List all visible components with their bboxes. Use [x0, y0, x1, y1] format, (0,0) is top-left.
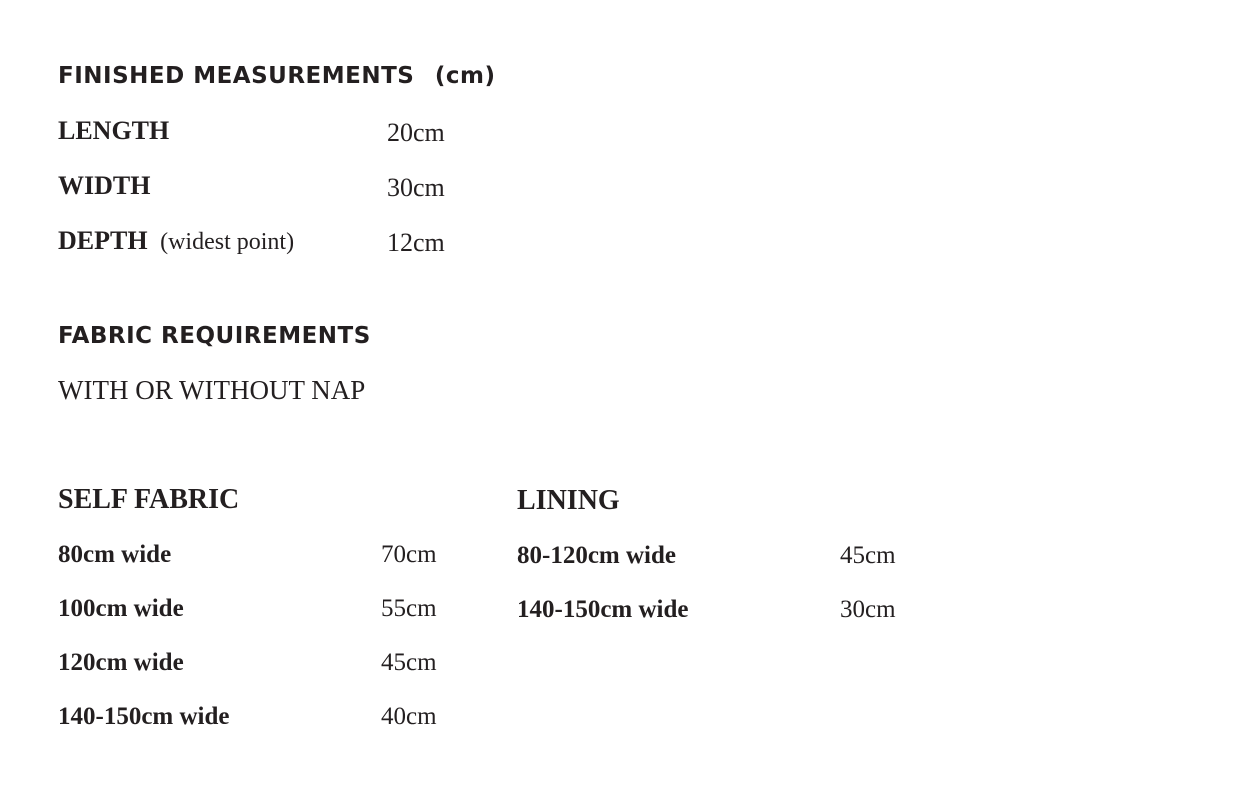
lining-row-label: 140-150cm wide: [517, 596, 689, 623]
finished-measurements-heading: [58, 65, 496, 88]
fabric-requirements-heading: FABRIC REQUIREMENTS: [58, 323, 371, 349]
lining-row-value: 45cm: [840, 542, 896, 569]
self-fabric-row-label: 80cm wide: [58, 541, 172, 568]
self-fabric-heading: SELF FABRIC: [58, 484, 240, 515]
self-fabric-row-value: 45cm: [381, 649, 437, 676]
width-label: WIDTH: [58, 171, 151, 200]
depth-label-group: [58, 228, 294, 254]
length-label: LENGTH: [58, 116, 170, 145]
depth-note: (widest point): [160, 229, 295, 255]
self-fabric-row-value: 40cm: [381, 703, 437, 730]
lining-row-label: 80-120cm wide: [517, 542, 676, 569]
self-fabric-row-label: 100cm wide: [58, 595, 184, 622]
finished-measurements-unit: (cm): [434, 63, 496, 89]
nap-subtitle: WITH OR WITHOUT NAP: [58, 375, 366, 405]
self-fabric-row-value: 70cm: [381, 541, 437, 568]
self-fabric-row-value: 55cm: [381, 595, 437, 622]
lining-row-value: 30cm: [840, 596, 896, 623]
width-value: 30cm: [387, 173, 445, 202]
length-value: 20cm: [387, 118, 445, 147]
depth-value: 12cm: [387, 228, 445, 257]
depth-label: DEPTH: [58, 226, 148, 255]
self-fabric-row-label: 120cm wide: [58, 649, 184, 676]
lining-heading: LINING: [517, 485, 620, 516]
finished-measurements-title: FINISHED MEASUREMENTS: [58, 63, 415, 89]
self-fabric-row-label: 140-150cm wide: [58, 703, 230, 730]
